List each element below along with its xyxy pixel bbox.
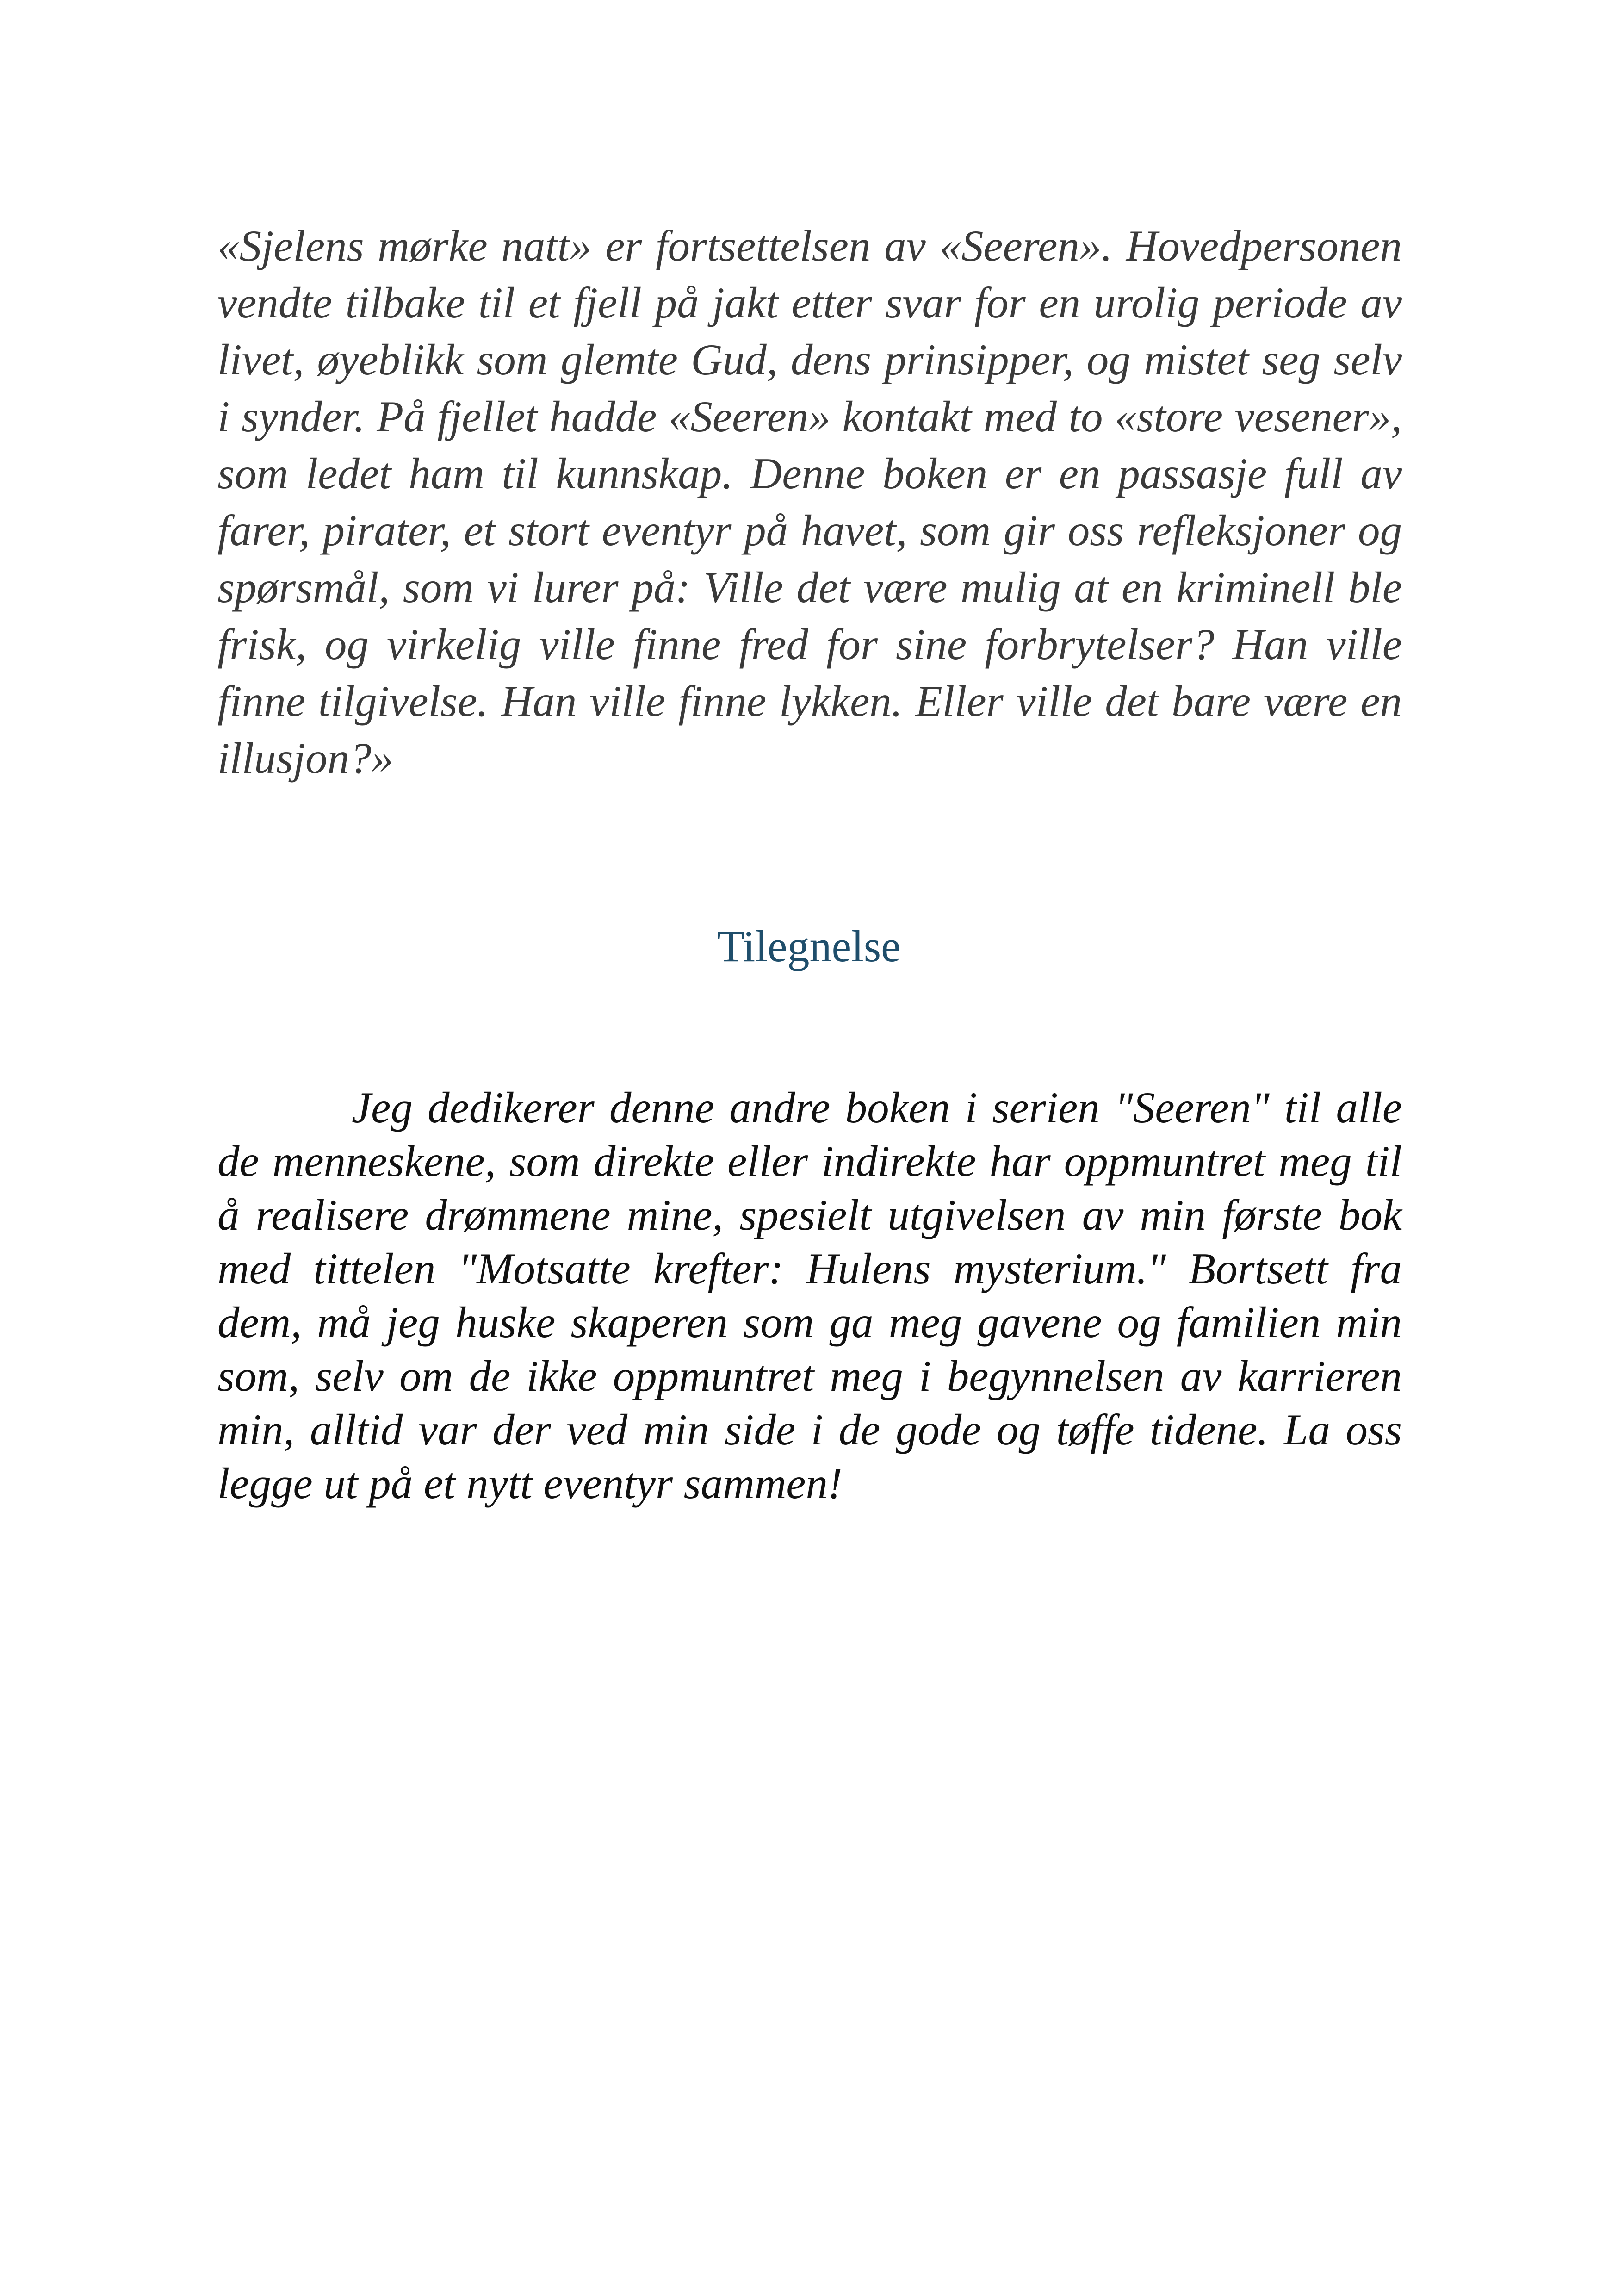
book-blurb: «Sjelens mørke natt» er fortsettelsen av «Seeren». Hovedpersonen vendte tilbake til et fjell på jakt etter svar for en urolig periode av livet, øyeblikk som glemte Gud, dens prinsipper, og mistet seg selv i synder. På fjellet hadde «Seeren» kontakt med to «store vesener», som ledet ham til kunnskap. Denne boken er en passasje full av farer, pirater, et stort eventyr på havet, som gir oss refleksjoner og spørsmål, som vi lurer på: Ville det være mulig at en kriminell ble frisk, og virkelig ville finne fred for sine forbrytelser? Han ville finne tilgivelse. Han ville finne lykken. Eller ville det bare være en illusjon?»: [217, 221, 1402, 783]
dedication-text: Jeg dedikerer denne andre boken i serien "Seeren" til alle de menneskene, som direkte eller indirekte har oppmuntret meg til å realisere drømmene mine, spesielt utgivelsen av min første bok med tittelen "Motsatte krefter: Hulens mysterium." Bortsett fra dem, må jeg huske skaperen som ga meg gavene og familien min som, selv om de ikke oppmuntret meg i begynnelsen av karrieren min, alltid var der ved min side i de gode og tøffe tidene. La oss legge ut på et nytt eventyr sammen!: [217, 1083, 1402, 1508]
section-heading: Tilegnelse: [717, 921, 901, 971]
